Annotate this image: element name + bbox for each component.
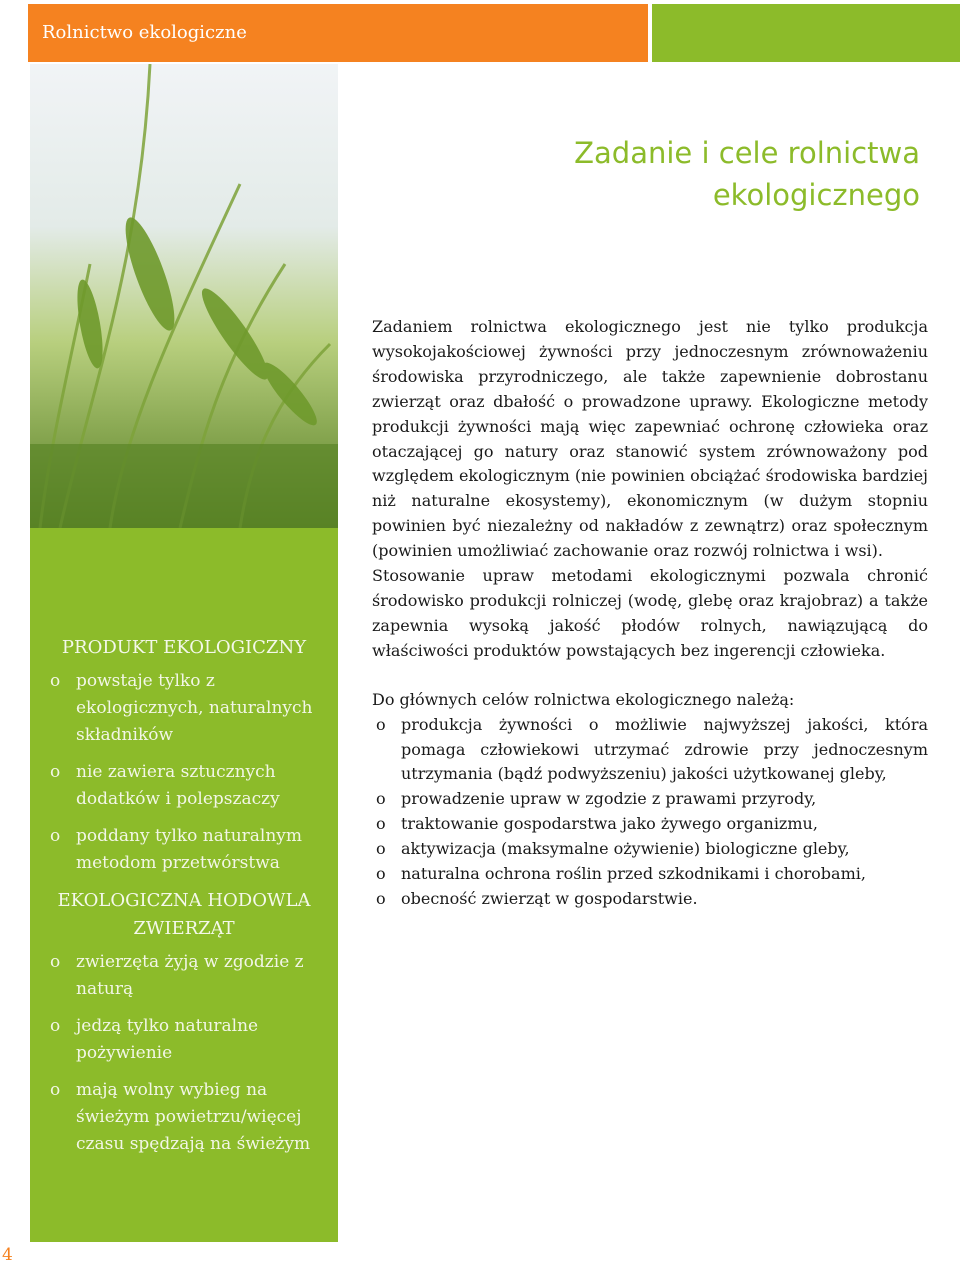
list-item: o prowadzenie upraw w zgodzie z prawami przyrody, (372, 787, 928, 812)
list-item: o naturalna ochrona roślin przed szkodnikami i chorobami, (372, 862, 928, 887)
bullet-icon: o (376, 814, 386, 834)
list-item: o obecność zwierząt w gospodarstwie. (372, 887, 928, 912)
list-item: o jedzą tylko naturalne pożywienie (50, 1013, 320, 1067)
header-title: Rolnictwo ekologiczne (42, 22, 247, 43)
list-item: o zwierzęta żyją w zgodzie z naturą (50, 949, 320, 1003)
bullet-icon: o (50, 1016, 61, 1036)
sidebar-panel (30, 528, 338, 1242)
sidebar-list-product (30, 668, 338, 877)
header-corner-block (652, 4, 960, 62)
paragraph-methods: Stosowanie upraw metodami ekologicznymi pozwala chronić środowisko produkcji rolniczej (wodę, glebę oraz krajobraz) a także zapewnia wysoką jakość płodów rolnych, nawiązującą do właściwości produktów powstających bez ingerencji człowieka. (372, 566, 928, 660)
list-item: o powstaje tylko z ekologicznych, naturalnych składników (50, 668, 320, 749)
bullet-icon: o (376, 864, 386, 884)
page-number: 4 (2, 1245, 13, 1265)
bullet-icon: o (50, 1080, 61, 1100)
bullet-icon: o (376, 714, 386, 734)
list-item: o produkcja żywności o możliwie najwyższej jakości, która pomaga człowiekowi utrzymać zdrowie przy jednoczesnym utrzymania (bądź podwyższeniu) jakości użytkowanej gleby, (376, 714, 928, 784)
bullet-icon: o (50, 826, 61, 846)
bullet-icon: o (50, 671, 61, 691)
sidebar-heading-product: PRODUKT EKOLOGICZNY (61, 637, 307, 658)
wheat-field-image (30, 64, 338, 528)
main-body (372, 315, 928, 912)
header-bar (28, 4, 648, 62)
bullet-icon: o (50, 952, 61, 972)
page-title: Zadanie i cele rolnictwa ekologicznego (574, 136, 920, 212)
list-item: o nie zawiera sztucznych dodatków i polepszaczy (50, 759, 320, 813)
list-item: o aktywizacja (maksymalne ożywienie) biologiczne gleby, (372, 837, 928, 862)
list-item: o traktowanie gospodarstwa jako żywego organizmu, (372, 812, 928, 837)
goals-intro: Do głównych celów rolnictwa ekologicznego należą: (372, 689, 795, 709)
goals-list (372, 713, 928, 912)
paragraph-intro: Zadaniem rolnictwa ekologicznego jest nie tylko produkcja wysokojakościowej żywności przy jednoczesnym zrównoważeniu środowiska przyrodniczego, ale także zapewnienie dobrostanu zwierząt oraz dbałość o prowadzone uprawy. Ekologiczne metody produkcji żywności mają więc zapewniać ochronę człowieka oraz otaczającej go natury oraz stanowić system zrównoważony pod względem ekologicznym (nie powinien obciążać środowiska bardziej niż naturalne ekosystemy), ekonomicznym (w dużym stopniu powinien być niezależny od nakładów z zewnątrz) oraz społecznym (powinien umożliwiać zachowanie oraz rozwój rolnictwa i wsi). (372, 317, 928, 561)
bullet-icon: o (376, 888, 386, 908)
bullet-icon: o (376, 839, 386, 859)
list-item: o mają wolny wybieg na świeżym powietrzu/więcej czasu spędzają na świeżym (50, 1077, 320, 1158)
sidebar-list-animals (30, 949, 338, 1158)
bullet-icon: o (376, 789, 386, 809)
sidebar-heading-animals: EKOLOGICZNA HODOWLA ZWIERZĄT (57, 890, 311, 939)
bullet-icon: o (50, 762, 61, 782)
wheat-illustration (30, 64, 338, 528)
list-item: o poddany tylko naturalnym metodom przetwórstwa (50, 823, 320, 877)
